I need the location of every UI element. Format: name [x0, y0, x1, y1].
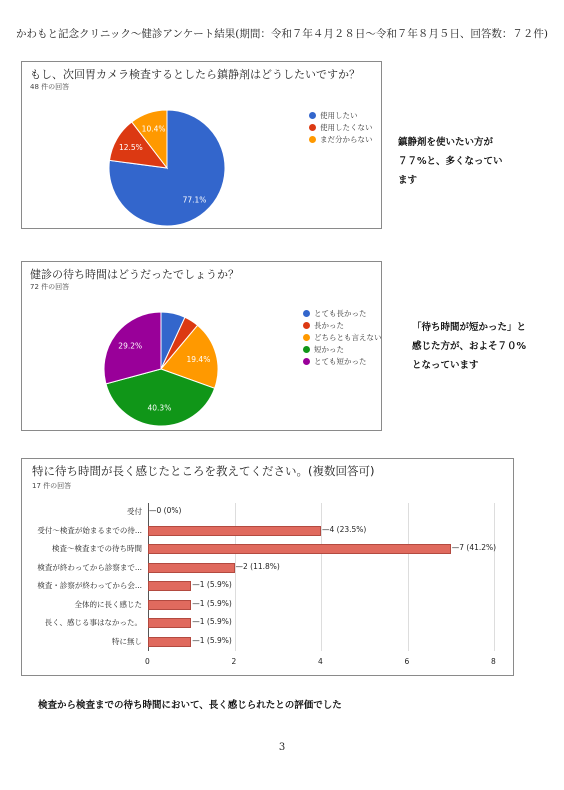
- legend-item: [303, 308, 367, 319]
- legend-item: [309, 122, 373, 133]
- footer-note: 検査から検査までの待ち時間において、長く感じられたとの評価でした: [38, 700, 342, 711]
- bar-value-label: —1 (5.9%): [192, 617, 232, 627]
- legend-label: 使用したくない: [320, 123, 373, 132]
- bar-value-label: —7 (41.2%): [451, 543, 497, 553]
- legend-label: とても短かった: [314, 357, 367, 366]
- slice-value-label: 19.4%: [186, 354, 211, 364]
- legend-item: [303, 320, 344, 331]
- bar-value-label: —1 (5.9%): [192, 598, 232, 608]
- response-count: 48 件の回答: [30, 83, 70, 91]
- note-line: 「待ち時間が短かった」と: [412, 322, 527, 333]
- note-line: ７７%と、多くなってい: [398, 156, 503, 167]
- x-tick-label: 0: [145, 657, 150, 666]
- bar-value-label: —4 (23.5%): [322, 524, 367, 534]
- category-label: 検査～検査までの待ち時間: [52, 544, 142, 554]
- bar: [148, 618, 191, 628]
- response-count: 72 件の回答: [30, 283, 70, 291]
- bar: [148, 637, 191, 647]
- bar: [148, 526, 321, 536]
- legend-label: 使用したい: [320, 111, 358, 120]
- slice-value-label: 77.1%: [182, 195, 207, 205]
- slice-value-label: 10.4%: [141, 124, 166, 134]
- legend-item: [309, 110, 358, 121]
- legend-label: どちらとも言えない: [314, 333, 382, 342]
- slice-value-label: 29.2%: [118, 341, 143, 351]
- bar-value-label: —1 (5.9%): [192, 580, 232, 590]
- legend-swatch: [309, 112, 316, 119]
- category-label: 全体的に長く感じた: [74, 599, 142, 609]
- wait-time-pie-card: [21, 261, 382, 431]
- note-line: 感じた方が、およそ７０%: [412, 341, 527, 352]
- note-line: となっています: [412, 360, 479, 371]
- legend-swatch: [303, 310, 310, 317]
- legend-item: [303, 344, 344, 355]
- category-label: 検査が終わってから診察まで...: [37, 562, 142, 572]
- note-line: 鎮静剤を使いたい方が: [398, 137, 494, 148]
- legend-item: [303, 356, 367, 367]
- sedation-note: [398, 133, 503, 190]
- bar: [148, 581, 191, 591]
- sedation-pie-card: [21, 61, 382, 229]
- legend-swatch: [303, 346, 310, 353]
- x-tick-label: 8: [491, 657, 496, 666]
- legend-swatch: [309, 124, 316, 131]
- response-count: 17 件の回答: [32, 482, 72, 490]
- legend-label: 短かった: [314, 345, 344, 354]
- page-header: かわもと記念クリニック～健診アンケート結果(期間：令和７年４月２８日～令和７年８月５日、回答数：７２件): [16, 28, 548, 40]
- category-label: 長く、感じる事はなかった。: [44, 618, 142, 628]
- page-number: 3: [278, 742, 286, 753]
- legend-item: [309, 134, 373, 145]
- bar: [148, 600, 191, 610]
- category-label: 受付～検査が始まるまでの待...: [37, 525, 142, 535]
- x-tick-label: 6: [404, 657, 410, 666]
- legend-swatch: [303, 334, 310, 341]
- chart-title: 健診の待ち時間はどうだったでしょうか？: [30, 268, 239, 281]
- category-label: 特に無し: [112, 636, 142, 646]
- legend-swatch: [309, 136, 316, 143]
- slice-value-label: 40.3%: [147, 403, 172, 413]
- note-line: ます: [398, 175, 418, 186]
- bar: [148, 563, 235, 573]
- legend-label: とても長かった: [314, 309, 367, 318]
- sedation-pie-chart: [22, 62, 383, 230]
- long-wait-bar-card: [21, 458, 514, 676]
- slice-value-label: 12.5%: [118, 143, 143, 153]
- gridline: [408, 503, 409, 651]
- chart-title: 特に待ち時間が長く感じたところを教えてください。(複数回答可): [32, 464, 375, 478]
- wait-time-note: [412, 318, 526, 375]
- gridline: [494, 503, 495, 651]
- legend-item: [303, 332, 382, 343]
- legend-label: まだ分からない: [320, 135, 373, 144]
- legend-swatch: [303, 358, 310, 365]
- bar-value-label: —0 (0%): [149, 506, 182, 516]
- bar: [148, 544, 451, 554]
- bar-value-label: —2 (11.8%): [235, 561, 280, 571]
- x-tick-label: 4: [318, 657, 323, 666]
- bar-value-label: —1 (5.9%): [192, 635, 232, 645]
- category-label: 受付: [127, 507, 142, 517]
- x-tick-label: 2: [231, 657, 237, 666]
- category-label: 検査・診察が終わってから会...: [37, 581, 142, 591]
- chart-title: もし、次回胃カメラ検査するとしたら鎮静剤はどうしたいですか？: [30, 68, 360, 81]
- legend-swatch: [303, 322, 310, 329]
- legend-label: 長かった: [314, 321, 344, 330]
